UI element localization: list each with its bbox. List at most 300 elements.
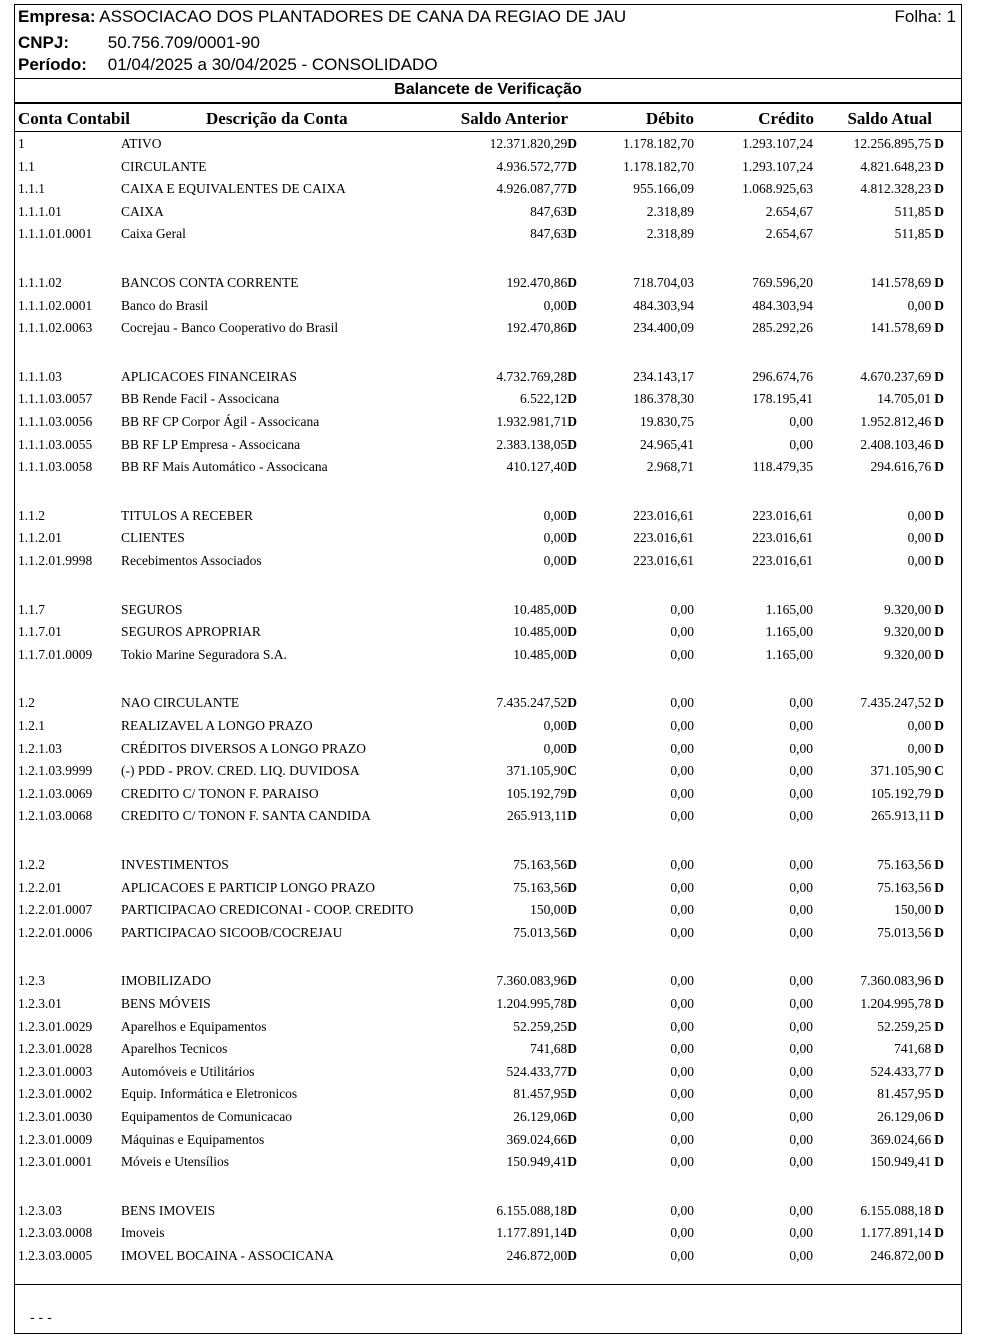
cell-credito-value: 0,00: [789, 1225, 813, 1241]
cell-saldo-anterior: [513, 621, 577, 643]
cell-saldo-anterior: [507, 456, 578, 478]
cell-descricao: [121, 1016, 266, 1038]
cell-saldo-anterior: [544, 715, 577, 737]
cell-saldo-atual-value: 265.913,11: [871, 808, 932, 824]
cell-credito: [752, 366, 813, 388]
cell-conta: [18, 877, 62, 899]
cell-saldo-atual: [860, 993, 944, 1015]
cell-descricao: [121, 599, 183, 621]
cell-descricao-value: CRÉDITOS DIVERSOS A LONGO PRAZO: [121, 740, 367, 756]
cell-credito: [789, 411, 813, 433]
cell-saldo-anterior: [496, 692, 577, 714]
cell-saldo-atual: [895, 223, 944, 245]
empresa-label: Empresa:: [18, 7, 96, 26]
cnpj-value: 50.756.709/0001-90: [107, 33, 260, 52]
cell-conta: [18, 1038, 92, 1060]
cell-conta: [18, 456, 92, 478]
cell-conta-value: 1.2.3.03: [18, 1202, 62, 1218]
cell-credito-value: 223.016,61: [752, 530, 813, 546]
cell-descricao: [121, 1106, 292, 1128]
cell-debito-value: 484.303,94: [633, 297, 694, 313]
cell-debito: [633, 388, 694, 410]
cell-saldo-atual-dc: D: [934, 1225, 944, 1241]
cell-conta-value: 1.2.3: [18, 973, 45, 989]
table-row: [0, 760, 1000, 782]
cell-saldo-atual-value: 0,00: [907, 740, 932, 756]
cell-saldo-atual-value: 7.360.083,96: [860, 973, 932, 989]
periodo-line: [18, 55, 438, 75]
cell-credito-value: 1.165,00: [765, 601, 813, 617]
cell-saldo-anterior-dc: D: [567, 553, 577, 568]
cell-saldo-atual-dc: D: [934, 158, 944, 174]
cell-saldo-atual-dc: D: [934, 1041, 944, 1057]
cell-saldo-anterior-dc: D: [567, 857, 577, 872]
cell-saldo-anterior: [530, 201, 577, 223]
cell-descricao-value: TITULOS A RECEBER: [121, 507, 254, 523]
footer-text: - - -: [30, 1309, 52, 1325]
cell-credito: [752, 388, 813, 410]
cell-descricao: [121, 1151, 229, 1173]
cnpj-line: [18, 33, 260, 53]
cell-debito-value: 223.016,61: [633, 507, 694, 523]
cell-saldo-atual-dc: D: [934, 601, 944, 617]
cell-conta: [18, 1222, 92, 1244]
cell-saldo-anterior: [496, 1200, 577, 1222]
cell-saldo-anterior-dc: D: [567, 646, 577, 662]
cell-saldo-anterior-value: 75.013,56: [513, 924, 568, 940]
periodo-label: Período:: [18, 55, 87, 74]
columns-divider: [14, 131, 962, 132]
cell-debito: [670, 1245, 694, 1267]
table-row: [0, 1222, 1000, 1244]
cell-saldo-atual: [908, 527, 944, 549]
cell-descricao-value: Banco do Brasil: [121, 297, 208, 313]
cell-saldo-atual-value: 0,00: [907, 297, 932, 313]
cell-debito: [647, 201, 694, 223]
cell-credito: [789, 877, 813, 899]
cell-descricao-value: ATIVO: [121, 136, 162, 151]
cell-credito: [789, 1061, 813, 1083]
cell-descricao: [121, 970, 211, 992]
cell-descricao-value: Aparelhos e Equipamentos: [121, 1018, 267, 1034]
cell-descricao: [121, 1245, 334, 1267]
cell-saldo-atual-value: 4.821.648,23: [860, 158, 932, 174]
cell-saldo-atual-dc: D: [934, 1154, 944, 1170]
cell-descricao: [121, 922, 342, 944]
cell-saldo-anterior-value: 6.155.088,18: [496, 1202, 568, 1218]
cell-saldo-atual-value: 1.204.995,78: [860, 996, 932, 1011]
cell-descricao: [121, 133, 162, 155]
cell-saldo-atual-dc: D: [934, 1202, 944, 1218]
cell-saldo-anterior-value: 10.485,00: [513, 601, 568, 617]
cell-saldo-atual-value: 246.872,00: [870, 1248, 932, 1263]
cell-descricao-value: Automóveis e Utilitários: [121, 1063, 255, 1079]
cell-saldo-atual-value: 4.670.237,69: [860, 368, 932, 384]
cell-descricao-value: PARTICIPACAO SICOOB/COCREJAU: [121, 924, 343, 940]
cell-saldo-atual-value: 75.163,56: [877, 879, 932, 895]
cell-saldo-atual-value: 4.812.328,23: [860, 181, 932, 197]
cell-credito-value: 0,00: [789, 1041, 813, 1057]
table-row: [0, 505, 1000, 527]
cell-debito: [640, 411, 694, 433]
cell-saldo-anterior-value: 2.383.138,05: [496, 436, 568, 452]
cell-credito-value: 296.674,76: [752, 368, 813, 384]
cell-credito-value: 0,00: [789, 1202, 813, 1218]
cell-descricao: [121, 899, 413, 921]
cell-saldo-atual-value: 0,00: [907, 507, 932, 523]
cell-descricao: [121, 272, 298, 294]
cnpj-label: CNPJ:: [18, 33, 70, 52]
cell-conta: [18, 366, 62, 388]
cell-conta: [18, 527, 62, 549]
cell-saldo-anterior: [520, 388, 577, 410]
cell-debito: [633, 550, 694, 572]
cell-saldo-atual-value: 9.320,00: [884, 624, 932, 640]
cell-saldo-anterior-dc: D: [567, 740, 577, 756]
cell-saldo-atual: [894, 899, 944, 921]
cell-credito: [789, 993, 813, 1015]
cell-saldo-anterior-value: 192.470,86: [506, 275, 568, 290]
cell-debito-value: 0,00: [670, 1018, 694, 1034]
table-row: [0, 456, 1000, 478]
cell-conta-value: 1.1.7.01: [18, 624, 62, 640]
cell-debito: [670, 1222, 694, 1244]
cell-debito-value: 0,00: [670, 973, 694, 989]
title-divider: [14, 102, 962, 104]
cell-credito: [789, 692, 813, 714]
cell-saldo-atual: [877, 388, 944, 410]
cell-saldo-atual-dc: D: [934, 646, 944, 662]
folha-value: 1: [946, 7, 956, 26]
cell-descricao: [121, 805, 371, 827]
cell-credito-value: 0,00: [789, 763, 813, 779]
cell-credito-value: 2.654,67: [765, 203, 813, 219]
cell-saldo-anterior-value: 12.371.820,29: [489, 136, 568, 151]
cell-conta: [18, 854, 45, 876]
cell-saldo-atual: [860, 1222, 944, 1244]
cell-saldo-atual-dc: D: [934, 785, 944, 801]
cell-saldo-anterior-value: 0,00: [543, 507, 568, 523]
cell-credito-value: 285.292,26: [752, 320, 813, 336]
cell-descricao-value: PARTICIPACAO CREDICONAI - COOP. CREDITO: [121, 902, 414, 918]
cell-saldo-anterior-value: 410.127,40: [506, 459, 568, 475]
cell-credito-value: 769.596,20: [752, 275, 813, 290]
cell-descricao: [121, 550, 262, 572]
cell-credito: [789, 760, 813, 782]
table-row: [0, 133, 1000, 155]
cell-debito: [670, 1106, 694, 1128]
cell-conta-value: 1.1.7.01.0009: [18, 646, 93, 662]
cell-conta-value: 1.2.3.01.0009: [18, 1131, 93, 1147]
cell-credito: [789, 922, 813, 944]
cell-conta-value: 1.2.3.03.0008: [18, 1225, 93, 1241]
cell-conta: [18, 599, 45, 621]
cell-conta-value: 1.2.1: [18, 718, 45, 733]
cell-credito: [789, 1016, 813, 1038]
cell-descricao: [121, 854, 229, 876]
cell-descricao-value: Equip. Informática e Eletronicos: [121, 1086, 298, 1102]
cell-saldo-anterior: [544, 505, 577, 527]
cell-descricao: [121, 505, 253, 527]
table-row: [0, 272, 1000, 294]
cell-saldo-anterior: [496, 366, 577, 388]
cell-credito-value: 1.293.107,24: [742, 158, 813, 174]
cell-debito-value: 223.016,61: [633, 553, 694, 568]
col-header-conta: Conta Contabil: [18, 109, 130, 128]
cell-debito-value: 0,00: [670, 1225, 694, 1241]
cell-debito: [633, 178, 694, 200]
table-row: [0, 223, 1000, 245]
cell-saldo-anterior-value: 4.926.087,77: [496, 181, 568, 197]
cell-debito-value: 0,00: [670, 1202, 694, 1218]
cell-saldo-atual: [908, 505, 944, 527]
cell-saldo-anterior: [544, 738, 577, 760]
cell-descricao-value: Tokio Marine Seguradora S.A.: [121, 646, 287, 662]
cell-debito: [633, 295, 694, 317]
cell-descricao: [121, 760, 360, 782]
table-row: [0, 877, 1000, 899]
cell-debito: [670, 993, 694, 1015]
cell-debito-value: 234.143,17: [633, 368, 694, 384]
cell-credito: [789, 1129, 813, 1151]
table-row: [0, 1200, 1000, 1222]
cell-descricao: [121, 156, 207, 178]
cell-saldo-atual: [871, 456, 945, 478]
cell-saldo-anterior-value: 0,00: [543, 530, 568, 546]
cell-saldo-anterior: [513, 1106, 577, 1128]
cell-conta-value: 1.2.3.03.0005: [18, 1248, 93, 1263]
cell-saldo-atual-dc: D: [934, 414, 944, 429]
cell-saldo-atual: [877, 922, 944, 944]
cell-saldo-anterior-dc: D: [567, 1248, 577, 1263]
empresa-value: ASSOCIACAO DOS PLANTADORES DE CANA DA REGIAO DE JAU: [99, 7, 627, 26]
cell-saldo-atual: [871, 1151, 945, 1173]
cell-saldo-anterior-value: 4.936.572,77: [496, 158, 568, 174]
cell-debito-value: 234.400,09: [633, 320, 694, 336]
table-row: [0, 970, 1000, 992]
cell-saldo-atual: [871, 1061, 945, 1083]
cell-debito: [670, 899, 694, 921]
table-row: [0, 156, 1000, 178]
cell-debito: [670, 1016, 694, 1038]
table-row: [0, 1129, 1000, 1151]
cell-saldo-atual-dc: D: [934, 1248, 944, 1263]
cell-saldo-anterior-value: 524.433,77: [506, 1063, 568, 1079]
cell-saldo-anterior-value: 150,00: [530, 902, 568, 918]
cell-debito: [670, 599, 694, 621]
cell-debito-value: 0,00: [670, 740, 694, 756]
cell-saldo-atual-value: 150,00: [894, 902, 932, 918]
cell-descricao-value: BB Rende Facil - Associcana: [121, 391, 280, 407]
cell-debito: [670, 970, 694, 992]
cell-conta-value: 1.1.1.01: [18, 203, 62, 219]
cell-saldo-atual-value: 52.259,25: [877, 1018, 932, 1034]
cell-saldo-atual-dc: D: [934, 1086, 944, 1102]
cell-descricao-value: SEGUROS: [121, 601, 183, 617]
cell-saldo-anterior: [507, 783, 578, 805]
cell-conta: [18, 317, 92, 339]
cell-credito: [789, 899, 813, 921]
cell-conta: [18, 899, 92, 921]
col-header-debito: Débito: [645, 109, 694, 128]
cell-saldo-anterior-value: 0,00: [543, 297, 568, 313]
cell-saldo-atual-value: 371.105,90: [870, 763, 932, 779]
cell-saldo-atual-value: 14.705,01: [877, 391, 932, 407]
cell-conta-value: 1.1.1: [18, 181, 45, 197]
cell-credito: [789, 970, 813, 992]
table-row: [0, 1016, 1000, 1038]
cell-saldo-anterior-dc: D: [567, 601, 577, 617]
cell-saldo-anterior: [544, 295, 577, 317]
cell-saldo-atual: [860, 970, 944, 992]
cell-credito-value: 0,00: [789, 1248, 813, 1263]
table-row: [0, 599, 1000, 621]
cell-credito-value: 178.195,41: [752, 391, 813, 407]
cell-saldo-atual-dc: D: [934, 1063, 944, 1079]
cell-credito: [752, 317, 813, 339]
cell-debito: [670, 1151, 694, 1173]
cell-conta-value: 1.2.3.01: [18, 996, 62, 1011]
cell-saldo-atual-dc: D: [934, 1109, 944, 1124]
cell-saldo-atual: [860, 411, 944, 433]
cell-debito-value: 0,00: [670, 695, 694, 711]
cell-conta: [18, 1061, 92, 1083]
cell-debito-value: 0,00: [670, 1086, 694, 1102]
cell-credito: [789, 434, 813, 456]
cell-descricao-value: CLIENTES: [121, 530, 185, 546]
cell-credito: [789, 783, 813, 805]
cell-debito-value: 1.178.182,70: [623, 136, 694, 151]
cell-descricao-value: BB RF Mais Automático - Associcana: [121, 459, 328, 475]
cell-saldo-anterior-dc: D: [567, 924, 577, 940]
cell-descricao: [121, 434, 300, 456]
cell-saldo-anterior-value: 1.177.891,14: [496, 1225, 568, 1241]
cell-conta: [18, 922, 92, 944]
cell-descricao-value: INVESTIMENTOS: [121, 857, 229, 872]
cell-descricao-value: CREDITO C/ TONON F. PARAISO: [121, 785, 319, 801]
cell-saldo-atual-dc: D: [934, 624, 944, 640]
cell-saldo-anterior-dc: D: [567, 368, 577, 384]
cell-conta-value: 1.2.3.01.0028: [18, 1041, 93, 1057]
cell-conta: [18, 621, 62, 643]
cell-saldo-atual-dc: D: [934, 902, 944, 918]
cell-credito-value: 0,00: [789, 1109, 813, 1124]
table-row: [0, 295, 1000, 317]
cell-descricao: [121, 411, 319, 433]
cell-debito-value: 0,00: [670, 718, 694, 733]
cell-saldo-anterior: [507, 760, 578, 782]
table-row: [0, 201, 1000, 223]
cell-saldo-anterior: [513, 1016, 577, 1038]
table-row: [0, 388, 1000, 410]
cell-saldo-atual-value: 511,85: [894, 226, 932, 242]
cell-debito: [647, 223, 694, 245]
cell-descricao: [121, 295, 208, 317]
cell-saldo-anterior: [507, 1245, 578, 1267]
cell-conta-value: 1.2.3.01.0030: [18, 1109, 93, 1124]
cell-saldo-atual: [908, 550, 944, 572]
cell-saldo-atual-dc: D: [934, 275, 944, 290]
cell-credito: [742, 156, 813, 178]
cell-saldo-atual: [871, 783, 945, 805]
cell-saldo-atual-dc: D: [934, 1131, 944, 1147]
cell-descricao: [121, 178, 346, 200]
cell-descricao-value: BENS IMOVEIS: [121, 1202, 216, 1218]
header-divider: [14, 78, 962, 79]
cell-conta-value: 1.2.2.01.0006: [18, 924, 93, 940]
cell-descricao: [121, 223, 186, 245]
cell-conta: [18, 805, 92, 827]
cell-credito: [789, 1151, 813, 1173]
cell-credito: [789, 1200, 813, 1222]
cell-conta: [18, 1083, 92, 1105]
cell-descricao-value: Equipamentos de Comunicacao: [121, 1109, 292, 1124]
cell-debito: [670, 1200, 694, 1222]
cell-saldo-atual-dc: D: [934, 203, 944, 219]
cell-debito-value: 2.968,71: [646, 459, 694, 475]
cell-debito-value: 1.178.182,70: [623, 158, 694, 174]
cell-credito: [766, 621, 813, 643]
cell-saldo-atual-value: 9.320,00: [884, 601, 932, 617]
cell-debito: [670, 877, 694, 899]
cell-conta-value: 1.2.3.01.0003: [18, 1063, 93, 1079]
cell-descricao: [121, 1200, 215, 1222]
cell-credito-value: 1.165,00: [765, 646, 813, 662]
table-row: [0, 805, 1000, 827]
cell-saldo-anterior-dc: D: [567, 459, 577, 475]
table-row: [0, 854, 1000, 876]
cell-descricao-value: REALIZAVEL A LONGO PRAZO: [121, 718, 313, 733]
cell-saldo-anterior-value: 75.163,56: [513, 857, 568, 872]
cell-conta-value: 1.2: [18, 695, 35, 711]
cell-debito-value: 0,00: [670, 624, 694, 640]
cell-saldo-anterior-dc: D: [567, 297, 577, 313]
table-row: [0, 366, 1000, 388]
cell-saldo-anterior-value: 7.360.083,96: [496, 973, 568, 989]
table-row: [0, 1151, 1000, 1173]
cell-conta-value: 1: [18, 136, 25, 151]
table-row: [0, 783, 1000, 805]
cell-saldo-atual-dc: D: [934, 136, 944, 151]
cell-saldo-atual: [871, 760, 945, 782]
cell-saldo-anterior: [513, 854, 577, 876]
cell-conta: [18, 993, 62, 1015]
cell-conta-value: 1.2.1.03.0069: [18, 785, 93, 801]
cell-saldo-anterior: [507, 1061, 578, 1083]
cell-credito-value: 1.165,00: [765, 624, 813, 640]
cell-saldo-atual-value: 369.024,66: [870, 1131, 932, 1147]
cell-saldo-atual: [884, 644, 944, 666]
cell-saldo-atual-dc: D: [934, 368, 944, 384]
cell-conta: [18, 178, 45, 200]
cell-saldo-atual-dc: D: [934, 718, 944, 733]
cell-saldo-atual-value: 741,68: [894, 1041, 932, 1057]
cell-descricao-value: CAIXA E EQUIVALENTES DE CAIXA: [121, 181, 346, 197]
cell-debito: [670, 1129, 694, 1151]
cell-saldo-atual-value: 0,00: [907, 553, 932, 568]
cell-saldo-anterior: [496, 178, 577, 200]
cell-saldo-anterior-dc: D: [567, 624, 577, 640]
cell-debito: [670, 1061, 694, 1083]
cell-saldo-anterior: [496, 411, 577, 433]
cell-conta: [18, 970, 45, 992]
cell-saldo-anterior: [530, 899, 577, 921]
cell-saldo-anterior-value: 265.913,11: [507, 808, 568, 824]
cell-saldo-atual: [860, 692, 944, 714]
cell-credito: [753, 456, 813, 478]
folha-label: Folha:: [894, 7, 942, 26]
cell-debito-value: 2.318,89: [646, 226, 694, 242]
